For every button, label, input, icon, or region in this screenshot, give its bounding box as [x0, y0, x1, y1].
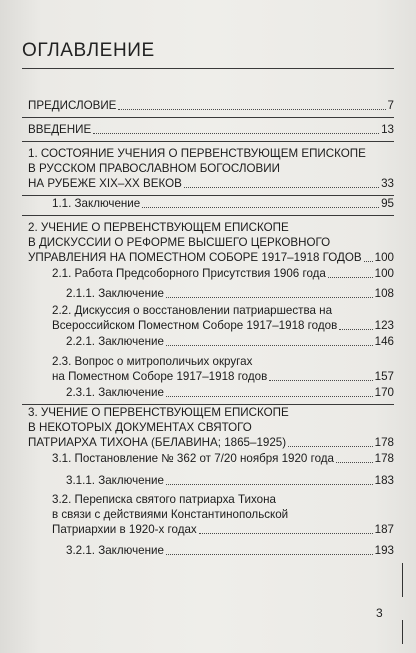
toc-page-number: 33 [381, 177, 394, 190]
margin-line [402, 620, 403, 644]
dot-leader [93, 133, 379, 134]
dot-leader [166, 345, 373, 346]
toc-entry-text: в связи с действиями Константинопольской [52, 508, 289, 521]
toc-page-number: 170 [374, 386, 394, 399]
toc-entry-text: 2.1.1. Заключение [66, 287, 164, 300]
toc-page-number: 157 [374, 370, 394, 383]
toc-entry-text: Патриархии в 1920-х годах [52, 523, 197, 536]
toc-entry-text: ПАТРИАРХА ТИХОНА (БЕЛАВИНА; 1865–1925) [28, 436, 287, 449]
toc-entry [52, 451, 394, 466]
toc-entry-text: 2.3. Вопрос о митрополичьих округах [52, 355, 253, 368]
toc-entry [66, 543, 394, 558]
toc-entry-text: НА РУБЕЖЕ XIX–XX ВЕКОВ [28, 177, 182, 190]
divider [22, 68, 394, 69]
toc-entry-text: В РУССКОМ ПРАВОСЛАВНОМ БОГОСЛОВИИ [28, 162, 280, 175]
dot-leader [288, 446, 373, 447]
dot-leader [339, 329, 372, 330]
toc-entry-text: В НЕКОТОРЫХ ДОКУМЕНТАХ СВЯТОГО [28, 421, 252, 434]
dot-leader [166, 554, 373, 555]
toc-entry [52, 492, 394, 537]
toc-entry-text: 3. УЧЕНИЕ О ПЕРВЕНСТВУЮЩЕМ ЕПИСКОПЕ [28, 406, 289, 419]
toc-entry [28, 405, 394, 450]
toc-entry [52, 303, 394, 333]
toc-page-number: 108 [374, 287, 394, 300]
toc-page-number: 95 [381, 197, 394, 210]
page-title: ОГЛАВЛЕНИЕ [22, 40, 155, 61]
toc-entry [66, 473, 394, 488]
dot-leader [184, 187, 379, 188]
page-number: 3 [376, 606, 383, 620]
toc-entry [28, 146, 394, 191]
dot-leader [336, 462, 373, 463]
toc-entry-text: 3.2. Переписка святого патриарха Тихона [52, 493, 276, 506]
toc-page-number: 7 [387, 99, 394, 112]
dot-leader [328, 277, 373, 278]
dot-leader [166, 484, 373, 485]
toc-entry [28, 122, 394, 137]
dot-leader [166, 396, 373, 397]
toc-entry-text: 2.2. Дискуссия о восстановлении патриаршества на [52, 304, 333, 317]
toc-page-number: 178 [374, 436, 394, 449]
divider [22, 141, 394, 142]
toc-entry-text: 2. УЧЕНИЕ О ПЕРВЕНСТВУЮЩЕМ ЕПИСКОПЕ [28, 221, 289, 234]
margin-line [402, 563, 403, 597]
toc-entry-text: ВВЕДЕНИЕ [28, 123, 92, 136]
toc-page-number: 178 [374, 452, 394, 465]
toc-entry-text: 3.1.1. Заключение [66, 474, 164, 487]
dot-leader [166, 297, 373, 298]
toc-page-number: 193 [374, 544, 394, 557]
toc-entry [52, 196, 394, 211]
toc-entry [66, 334, 394, 349]
toc-entry [52, 266, 394, 281]
dot-leader [142, 207, 379, 208]
dot-leader [118, 109, 385, 110]
toc-entry-text: В ДИСКУССИИ О РЕФОРМЕ ВЫСШЕГО ЦЕРКОВНОГО [28, 236, 331, 249]
toc-entry-text: 2.1. Работа Предсоборного Присутствия 1906 года [52, 267, 326, 280]
toc-entry-text: ПРЕДИСЛОВИЕ [28, 99, 117, 112]
toc-entry-text: 3.2.1. Заключение [66, 544, 164, 557]
toc-page-number: 100 [374, 267, 394, 280]
toc-entry [28, 220, 394, 265]
toc-entry [28, 98, 394, 113]
toc-entry-text: 2.3.1. Заключение [66, 386, 164, 399]
dot-leader [364, 261, 373, 262]
toc-entry-text: 1. СОСТОЯНИЕ УЧЕНИЯ О ПЕРВЕНСТВУЮЩЕМ ЕПИСКОПЕ [28, 147, 366, 160]
divider [22, 117, 394, 118]
toc-entry [52, 354, 394, 384]
toc-entry-text: 2.2.1. Заключение [66, 335, 164, 348]
dot-leader [199, 533, 373, 534]
toc-entry-text: 3.1. Постановление № 362 от 7/20 ноября 1920 года [52, 452, 334, 465]
toc-entry [66, 385, 394, 400]
toc-page-number: 123 [374, 319, 394, 332]
toc-entry-text: УПРАВЛЕНИЯ НА ПОМЕСТНОМ СОБОРЕ 1917–1918 ГОДОВ [28, 251, 362, 264]
dot-leader [269, 380, 372, 381]
toc-entry-text: на Поместном Соборе 1917–1918 годов [52, 370, 268, 383]
toc-page-number: 187 [374, 523, 394, 536]
toc-page-number: 13 [381, 123, 394, 136]
divider [22, 215, 394, 216]
toc-entry-text: 1.1. Заключение [52, 197, 141, 210]
toc-page-number: 100 [374, 251, 394, 264]
toc-page-number: 183 [374, 474, 394, 487]
toc-entry-text: Всероссийском Поместном Соборе 1917–1918 годов [52, 319, 338, 332]
toc-entry [66, 286, 394, 301]
toc-page-number: 146 [374, 335, 394, 348]
